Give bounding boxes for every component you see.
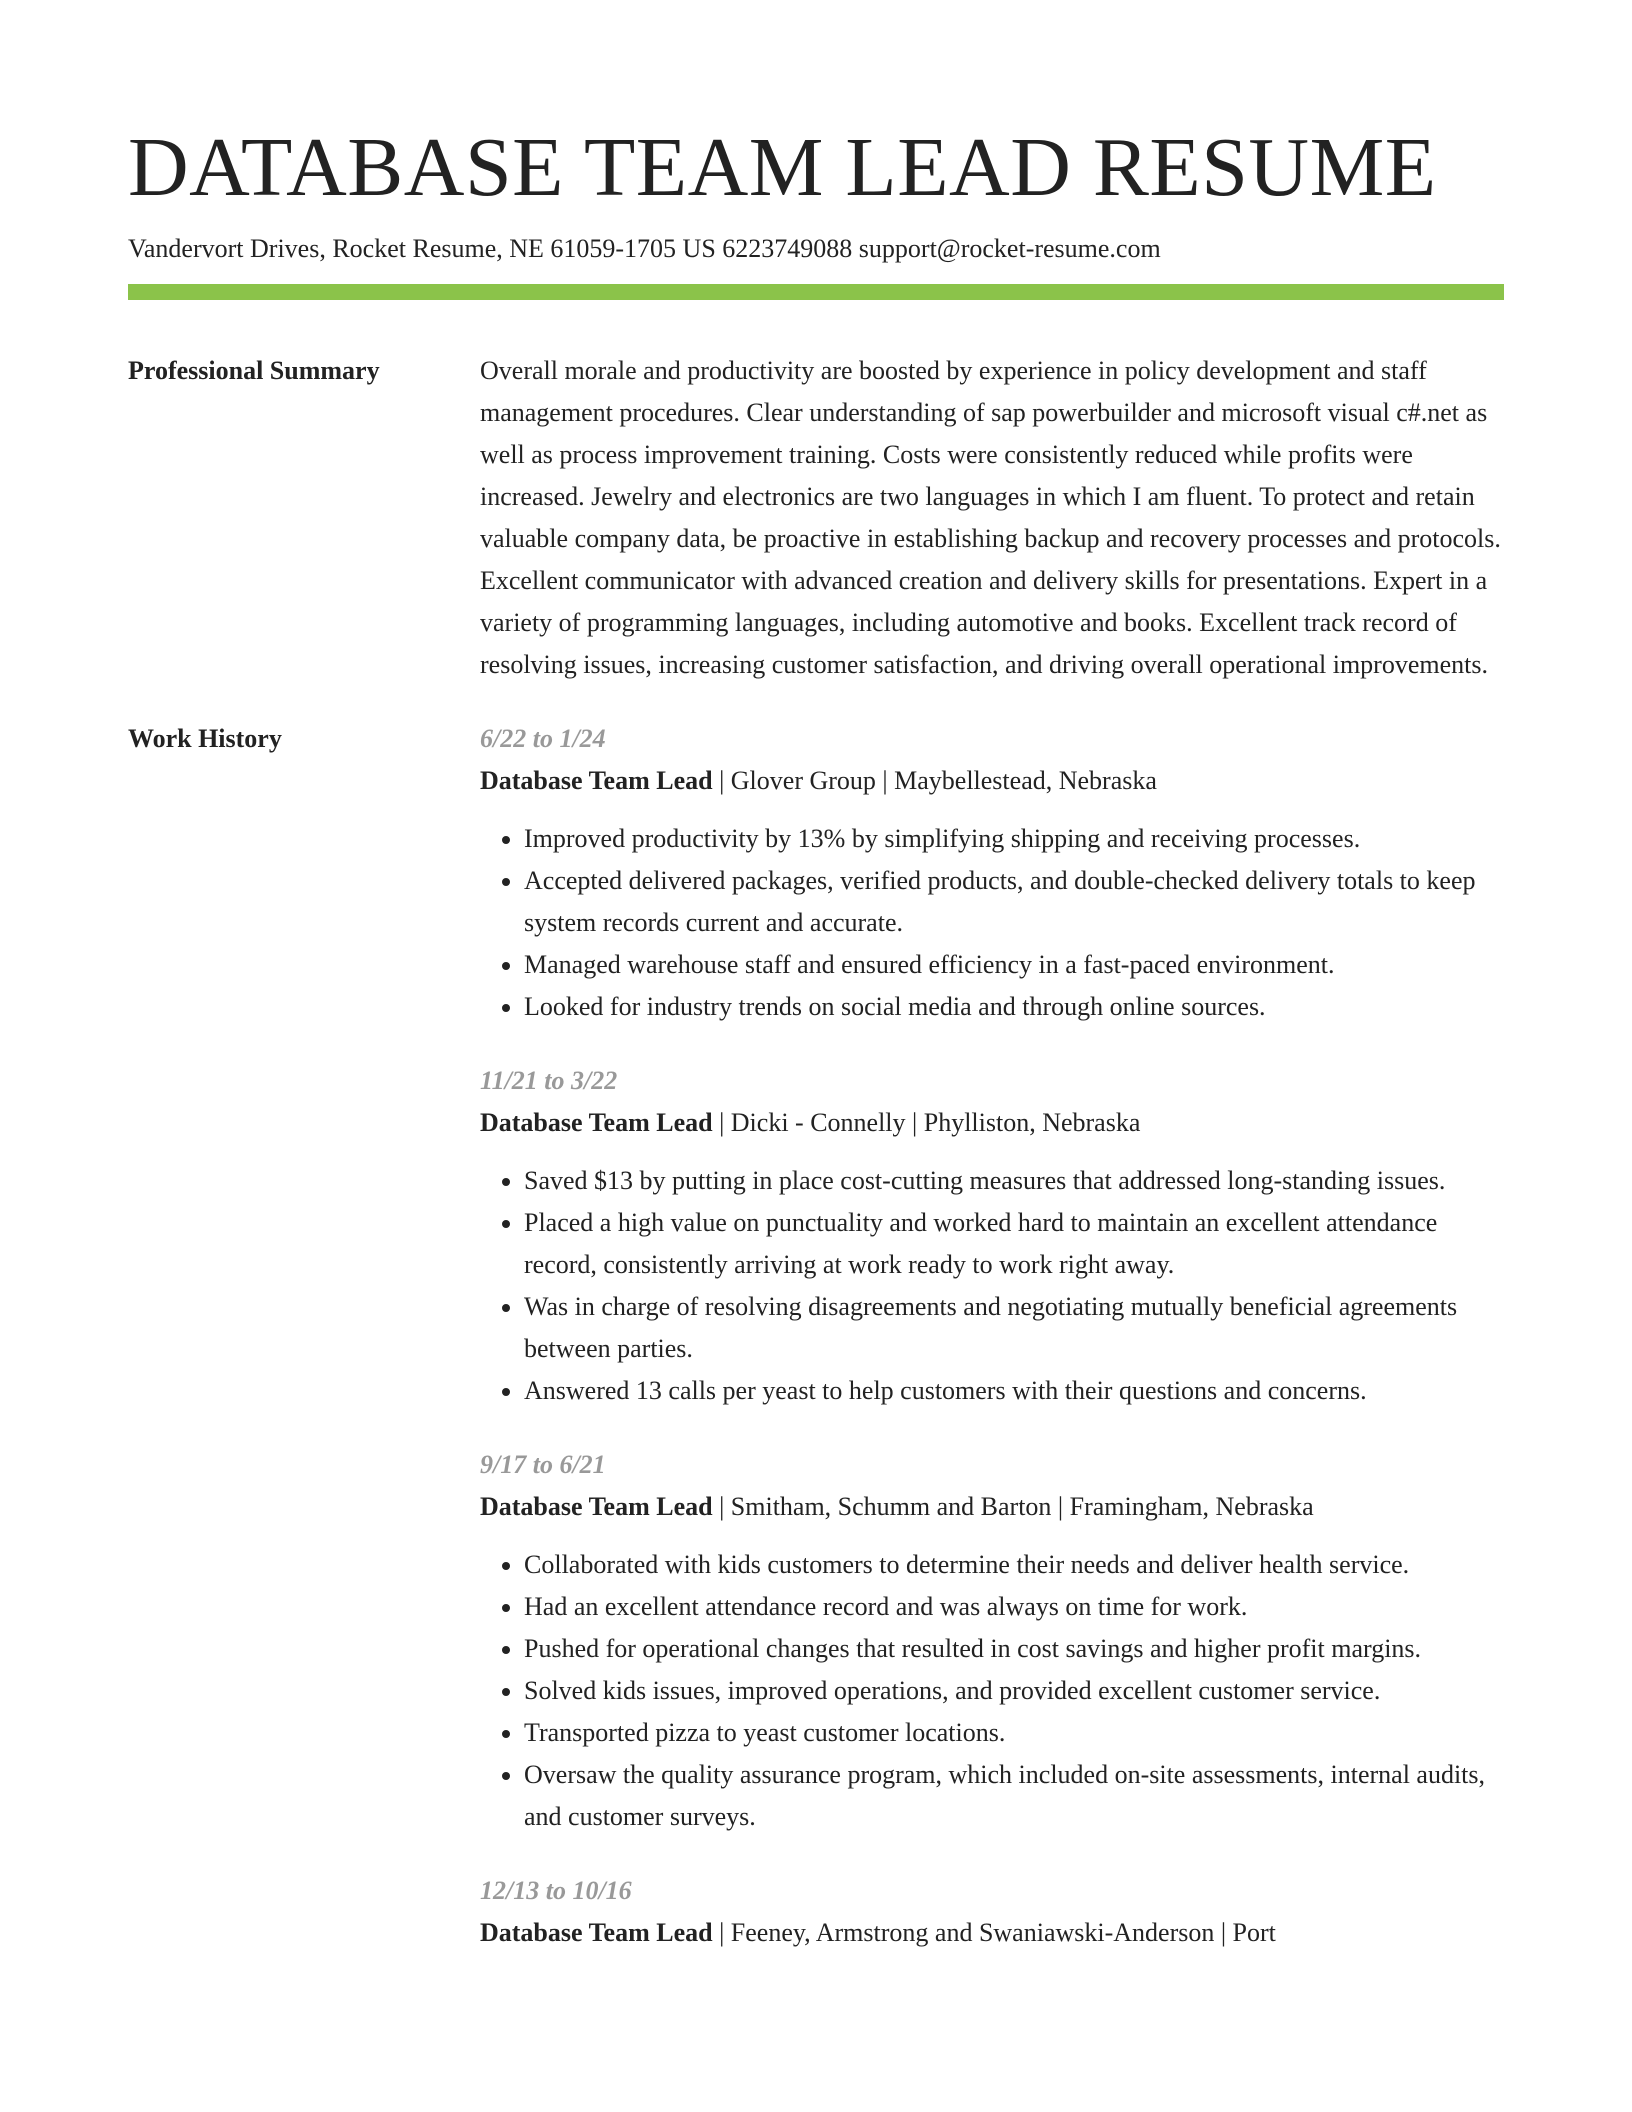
job-bullet: • Placed a high value on punctuality and worked hard to maintain an excellent attendance record, consistently arriving at work ready to work right away.: [524, 1202, 1504, 1286]
job-bullet: • Solved kids issues, improved operations, and provided excellent customer service.: [524, 1670, 1504, 1712]
summary-text: Overall morale and productivity are boosted by experience in policy development and staff management procedures. Clear understanding of sap powerbuilder and microsoft visual c#.net as well as process improvement training. Costs were consistently reduced while profits were increased. Jewelry and electronics are two languages in which I am fluent. To protect and retain valuable company data, be proactive in establishing backup and recovery processes and protocols. Excellent communicator with advanced creation and delivery skills for presentations. Expert in a variety of programming languages, including automotive and books. Excellent track record of resolving issues, increasing customer satisfaction, and driving overall operational improvements.: [480, 356, 1501, 679]
job-bullets: [480, 1160, 1504, 1412]
section-label-summary: Professional Summary: [128, 356, 380, 385]
job-bullet: • Managed warehouse staff and ensured efficiency in a fast-paced environment.: [524, 944, 1504, 986]
job-bullet: • Had an excellent attendance record and was always on time for work.: [524, 1586, 1504, 1628]
job-bullet: • Transported pizza to yeast customer locations.: [524, 1712, 1504, 1754]
job-bullet: • Collaborated with kids customers to determine their needs and deliver health service.: [524, 1544, 1504, 1586]
job-heading: [480, 760, 1504, 802]
job-dates: 11/21 to 3/22: [480, 1066, 618, 1095]
professional-summary-section: [128, 350, 1504, 686]
header-divider: [128, 284, 1504, 300]
job-bullet: • Saved $13 by putting in place cost-cutting measures that addressed long-standing issues.: [524, 1160, 1504, 1202]
job-title: Database Team Lead: [480, 1492, 713, 1521]
job-bullet: • Was in charge of resolving disagreements and negotiating mutually beneficial agreements between parties.: [524, 1286, 1504, 1370]
job-bullets: [480, 818, 1504, 1028]
job-bullet: • Accepted delivered packages, verified products, and double-checked delivery totals to keep system records current and accurate.: [524, 860, 1504, 944]
job-title: Database Team Lead: [480, 766, 713, 795]
contact-line: Vandervort Drives, Rocket Resume, NE 61059-1705 US 6223749088 support@rocket-resume.com: [128, 234, 1161, 263]
job-dates: 12/13 to 10/16: [480, 1876, 632, 1905]
job-entry: [480, 1870, 1504, 1954]
job-heading: [480, 1912, 1504, 1954]
work-history-body: [480, 718, 1504, 1986]
job-entry: [480, 1444, 1504, 1838]
job-bullet: • Answered 13 calls per yeast to help customers with their questions and concerns.: [524, 1370, 1504, 1412]
job-details: | Smitham, Schumm and Barton | Framingham, Nebraska: [712, 1492, 1314, 1521]
job-bullet: • Pushed for operational changes that resulted in cost savings and higher profit margins.: [524, 1628, 1504, 1670]
job-entry: [480, 1060, 1504, 1412]
job-bullet: • Oversaw the quality assurance program, which included on-site assessments, internal audits, and customer surveys.: [524, 1754, 1504, 1838]
work-history-section: [128, 718, 1504, 1986]
job-dates: 9/17 to 6/21: [480, 1450, 606, 1479]
job-title: Database Team Lead: [480, 1108, 713, 1137]
job-bullet: • Looked for industry trends on social media and through online sources.: [524, 986, 1504, 1028]
resume-title: DATABASE TEAM LEAD RESUME: [128, 121, 1437, 214]
job-bullets: [480, 1544, 1504, 1838]
job-details: | Dicki - Connelly | Phylliston, Nebraska: [712, 1108, 1141, 1137]
job-heading: [480, 1486, 1504, 1528]
job-entry: [480, 718, 1504, 1028]
job-title: Database Team Lead: [480, 1918, 713, 1947]
job-details: | Glover Group | Maybellestead, Nebraska: [712, 766, 1157, 795]
resume-page: [128, 0, 1504, 1986]
section-label-work-history: Work History: [128, 724, 282, 753]
job-bullet: • Improved productivity by 13% by simplifying shipping and receiving processes.: [524, 818, 1504, 860]
summary-body: [480, 350, 1504, 686]
job-details: | Feeney, Armstrong and Swaniawski-Anderson | Port: [712, 1918, 1276, 1947]
job-dates: 6/22 to 1/24: [480, 724, 606, 753]
job-heading: [480, 1102, 1504, 1144]
